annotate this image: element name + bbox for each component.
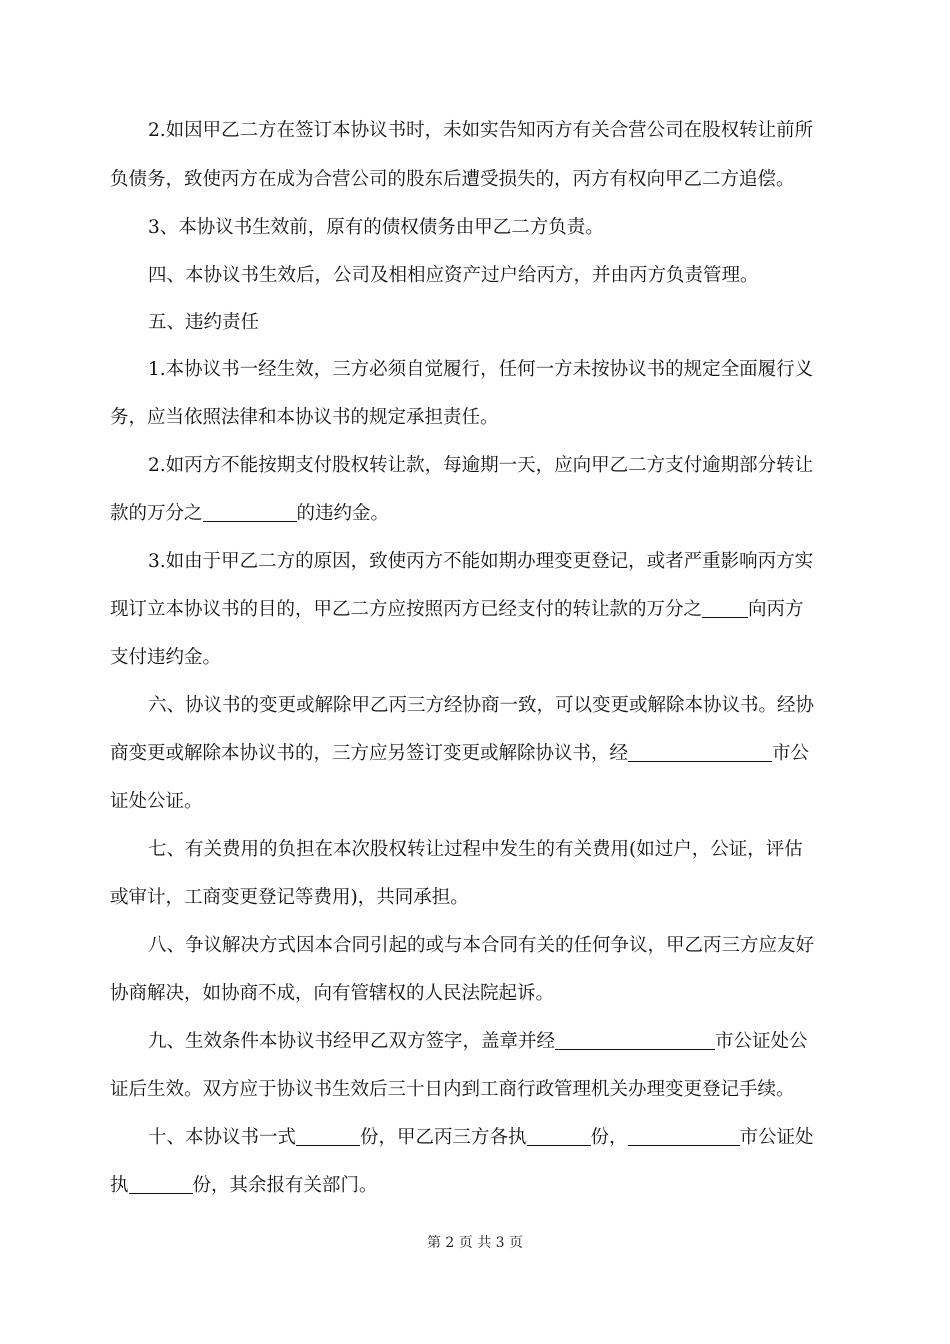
text-segment: 执 <box>110 1175 129 1196</box>
paragraph-line <box>148 1123 814 1149</box>
text-segment: 九、生效条件本协议书经甲乙双方签字，盖章并经 <box>148 1031 556 1052</box>
fill-in-blank <box>527 1127 591 1146</box>
fill-in-blank <box>702 599 748 618</box>
paragraph-line: 四、本协议书生效后，公司及相相应资产过户给丙方，并由丙方负责管理。 <box>148 265 759 286</box>
text-segment: 份，其余报有关部门。 <box>192 1175 378 1196</box>
fill-in-blank <box>296 1127 360 1146</box>
fill-in-blank <box>628 1127 740 1146</box>
paragraph-line: 2.如丙方不能按期支付股权转让款，每逾期一天，应向甲乙二方支付逾期部分转让 <box>148 455 814 476</box>
paragraph-line: 七、有关费用的负担在本次股权转让过程中发生的有关费用(如过户，公证，评估 <box>148 839 803 860</box>
paragraph-line: 八、争议解决方式因本合同引起的或与本合同有关的任何争议，甲乙丙三方应友好 <box>148 935 815 956</box>
section-heading: 五、违约责任 <box>148 312 260 333</box>
text-segment: 市公证处 <box>739 1127 814 1148</box>
paragraph-line <box>110 1171 378 1197</box>
paragraph-line: 3、本协议书生效前，原有的债权债务由甲乙二方负责。 <box>148 217 604 238</box>
text-segment: 份， <box>590 1127 628 1148</box>
text-segment: 商变更或解除本协议书的，三方应另签订变更或解除协议书，经 <box>110 743 629 764</box>
text-segment: 款的万分之 <box>110 503 203 524</box>
text-segment: 份，甲乙丙三方各执 <box>360 1127 527 1148</box>
paragraph-line: 1.本协议书一经生效，三方必须自觉履行，任何一方未按协议书的规定全面履行义 <box>148 359 814 380</box>
paragraph-line <box>110 595 804 621</box>
paragraph-line <box>148 1027 808 1053</box>
paragraph-line: 协商解决，如协商不成，向有管辖权的人民法院起诉。 <box>110 983 555 1004</box>
text-segment: 现订立本协议书的目的，甲乙二方应按照丙方已经支付的转让款的万分之 <box>110 599 703 620</box>
paragraph-line: 2.如因甲乙二方在签订本协议书时，未如实告知丙方有关合营公司在股权转让前所 <box>148 120 814 141</box>
paragraph-line: 证后生效。双方应于协议书生效后三十日内到工商行政管理机关办理变更登记手续。 <box>110 1079 795 1100</box>
paragraph-line: 支付违约金。 <box>110 647 222 668</box>
text-segment: 市公 <box>772 743 810 764</box>
paragraph-line: 六、协议书的变更或解除甲乙丙三方经协商一致，可以变更或解除本协议书。经协 <box>148 695 815 716</box>
text-segment: 向丙方 <box>748 599 804 620</box>
paragraph-line: 3.如由于甲乙二方的原因，致使丙方不能如期办理变更登记，或者严重影响丙方实 <box>148 551 814 572</box>
fill-in-blank <box>555 1031 715 1050</box>
paragraph-line <box>110 499 389 525</box>
fill-in-blank <box>628 743 772 762</box>
paragraph-line <box>110 739 809 765</box>
paragraph-line: 务，应当依照法律和本协议书的规定承担责任。 <box>110 407 499 428</box>
fill-in-blank <box>129 1175 193 1194</box>
text-segment: 的违约金。 <box>296 503 390 524</box>
text-segment: 市公证处公 <box>715 1031 808 1052</box>
page-footer: 第 2 页 共 3 页 <box>426 1235 524 1251</box>
text-segment: 十、本协议书一式 <box>148 1127 297 1148</box>
paragraph-line: 或审计，工商变更登记等费用)，共同承担。 <box>110 887 469 908</box>
paragraph-line: 负债务，致使丙方在成为合营公司的股东后遭受损失的，丙方有权向甲乙二方追偿。 <box>110 169 795 190</box>
fill-in-blank <box>203 503 297 522</box>
paragraph-line: 证处公证。 <box>110 791 203 812</box>
